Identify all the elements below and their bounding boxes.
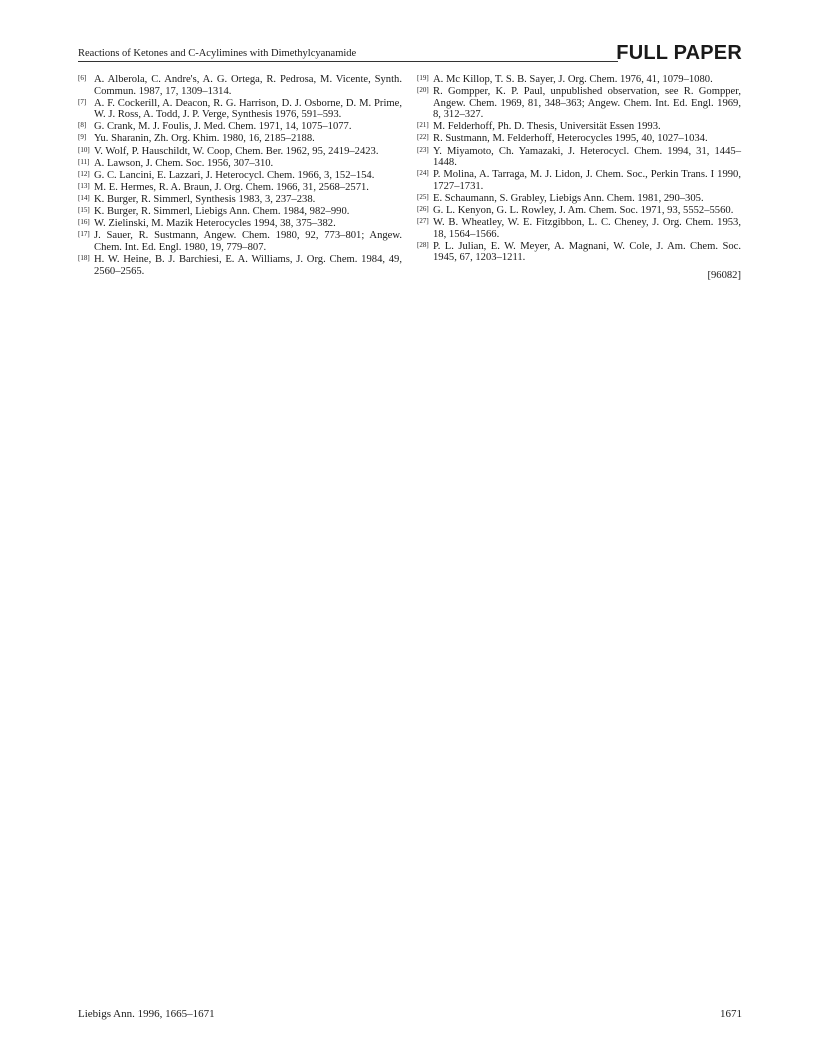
reference-number: [12] [78, 169, 90, 178]
reference-item [78, 121, 402, 133]
reference-text: A. Mc Killop, T. S. B. Sayer, J. Org. Chem. 1976, 41, 1079–1080. [433, 74, 713, 85]
reference-text: W. B. Wheatley, W. E. Fitzgibbon, L. C. Cheney, J. Org. Chem. 1953, 18, 1564–1566. [433, 217, 741, 240]
reference-number: [11] [78, 157, 90, 166]
reference-text: Y. Miyamoto, Ch. Yamazaki, J. Heterocycl. Chem. 1994, 31, 1445–1448. [433, 145, 741, 169]
reference-number: [23] [417, 145, 429, 154]
reference-number: [28] [417, 240, 429, 249]
footer-citation: Liebigs Ann. 1996, 1665–1671 [78, 1008, 215, 1020]
reference-number: [21] [417, 121, 429, 130]
reference-item [78, 194, 402, 206]
reference-number: [22] [417, 133, 429, 142]
reference-number: [7] [78, 97, 87, 106]
reference-item [78, 206, 402, 218]
reference-number: [8] [78, 121, 87, 130]
reference-item [417, 241, 741, 264]
reference-number: [27] [417, 217, 429, 226]
reference-text: A. Lawson, J. Chem. Soc. 1956, 307–310. [94, 157, 274, 169]
reference-text: R. Gompper, K. P. Paul, unpublished observation, see R. Gompper, Angew. Chem. 1969, 81, 348–363; Angew. Chem. Int. Ed. Engl. 1969, 8, 312–327. [433, 86, 741, 121]
reference-text: G. L. Kenyon, G. L. Rowley, J. Am. Chem. Soc. 1971, 93, 5552–5560. [433, 205, 734, 217]
reference-text: K. Burger, R. Simmerl, Synthesis 1983, 3, 237–238. [94, 193, 316, 205]
reference-item [78, 133, 402, 145]
reference-item [417, 86, 741, 121]
reference-item [78, 254, 402, 277]
reference-number: [10] [78, 145, 90, 154]
running-title: Reactions of Ketones and C-Acylimines with Dimethylcyanamide [78, 48, 357, 59]
header-rule [78, 61, 618, 62]
reference-item [417, 133, 741, 145]
reference-text: G. Crank, M. J. Foulis, J. Med. Chem. 1971, 14, 1075–1077. [94, 121, 352, 133]
reference-item [78, 230, 402, 253]
reference-text: E. Schaumann, S. Grabley, Liebigs Ann. Chem. 1981, 290–305. [433, 192, 704, 204]
reference-number: [26] [417, 205, 429, 214]
reference-item [78, 146, 402, 158]
reference-number: [24] [417, 169, 429, 178]
reference-text: A. Alberola, C. Andre's, A. G. Ortega, R. Pedrosa, M. Vicente, Synth. Commun. 1987, 17, 1309–1314. [94, 74, 402, 97]
reference-item [78, 158, 402, 170]
reference-number: [20] [417, 86, 429, 95]
reference-number: [6] [78, 74, 87, 82]
reference-item [78, 98, 402, 121]
reference-number: [15] [78, 206, 90, 215]
page-number: 1671 [720, 1008, 742, 1020]
reference-text: J. Sauer, R. Sustmann, Angew. Chem. 1980, 92, 773–801; Angew. Chem. Int. Ed. Engl. 1980, 19, 779–807. [94, 230, 402, 253]
reference-item [417, 217, 741, 240]
references-left-column [78, 74, 402, 278]
reference-item [78, 170, 402, 182]
reference-text: H. W. Heine, B. J. Barchiesi, E. A. Williams, J. Org. Chem. 1984, 49, 2560–2565. [94, 253, 402, 277]
reference-number: [25] [417, 192, 429, 201]
reference-text: A. F. Cockerill, A. Deacon, R. G. Harrison, D. J. Osborne, D. M. Prime, W. J. Ross, A. Todd, J. P. Verge, Synthesis 1976, 591–593. [94, 97, 402, 121]
reference-item [417, 121, 741, 133]
reference-number: [16] [78, 218, 90, 227]
reference-number: [17] [78, 230, 90, 239]
reference-number: [13] [78, 181, 90, 190]
reference-text: K. Burger, R. Simmerl, Liebigs Ann. Chem. 1984, 982–990. [94, 206, 350, 218]
reference-item [417, 74, 741, 86]
reference-text: Yu. Sharanin, Zh. Org. Khim. 1980, 16, 2185–2188. [94, 133, 315, 145]
reference-item [417, 146, 741, 169]
reference-number: [18] [78, 253, 90, 262]
references-right-column [417, 74, 741, 282]
reference-text: M. E. Hermes, R. A. Braun, J. Org. Chem. 1966, 31, 2568–2571. [94, 181, 369, 193]
reference-text: P. Molina, A. Tarraga, M. J. Lidon, J. Chem. Soc., Perkin Trans. I 1990, 1727–1731. [433, 169, 741, 192]
section-label: FULL PAPER [616, 42, 742, 64]
reference-number: [14] [78, 193, 90, 202]
reference-text: M. Felderhoff, Ph. D. Thesis, Universität Essen 1993. [433, 121, 661, 133]
reference-text: P. L. Julian, E. W. Meyer, A. Magnani, W. Cole, J. Am. Chem. Soc. 1945, 67, 1203–1211. [433, 240, 741, 264]
manuscript-id: [96082] [707, 270, 741, 281]
reference-item [78, 74, 402, 97]
reference-item [417, 205, 741, 217]
reference-item [417, 169, 741, 192]
running-header [78, 42, 742, 64]
reference-number: [9] [78, 133, 87, 142]
reference-text: W. Zielinski, M. Mazik Heterocycles 1994, 38, 375–382. [94, 218, 336, 230]
reference-item [417, 193, 741, 205]
reference-number: [19] [417, 74, 429, 82]
reference-item [78, 182, 402, 194]
reference-item [78, 218, 402, 230]
reference-text: V. Wolf, P. Hauschildt, W. Coop, Chem. Ber. 1962, 95, 2419–2423. [94, 145, 379, 157]
reference-text: G. C. Lancini, E. Lazzari, J. Heterocycl. Chem. 1966, 3, 152–154. [94, 169, 375, 181]
reference-text: R. Sustmann, M. Felderhoff, Heterocycles 1995, 40, 1027–1034. [433, 133, 708, 145]
